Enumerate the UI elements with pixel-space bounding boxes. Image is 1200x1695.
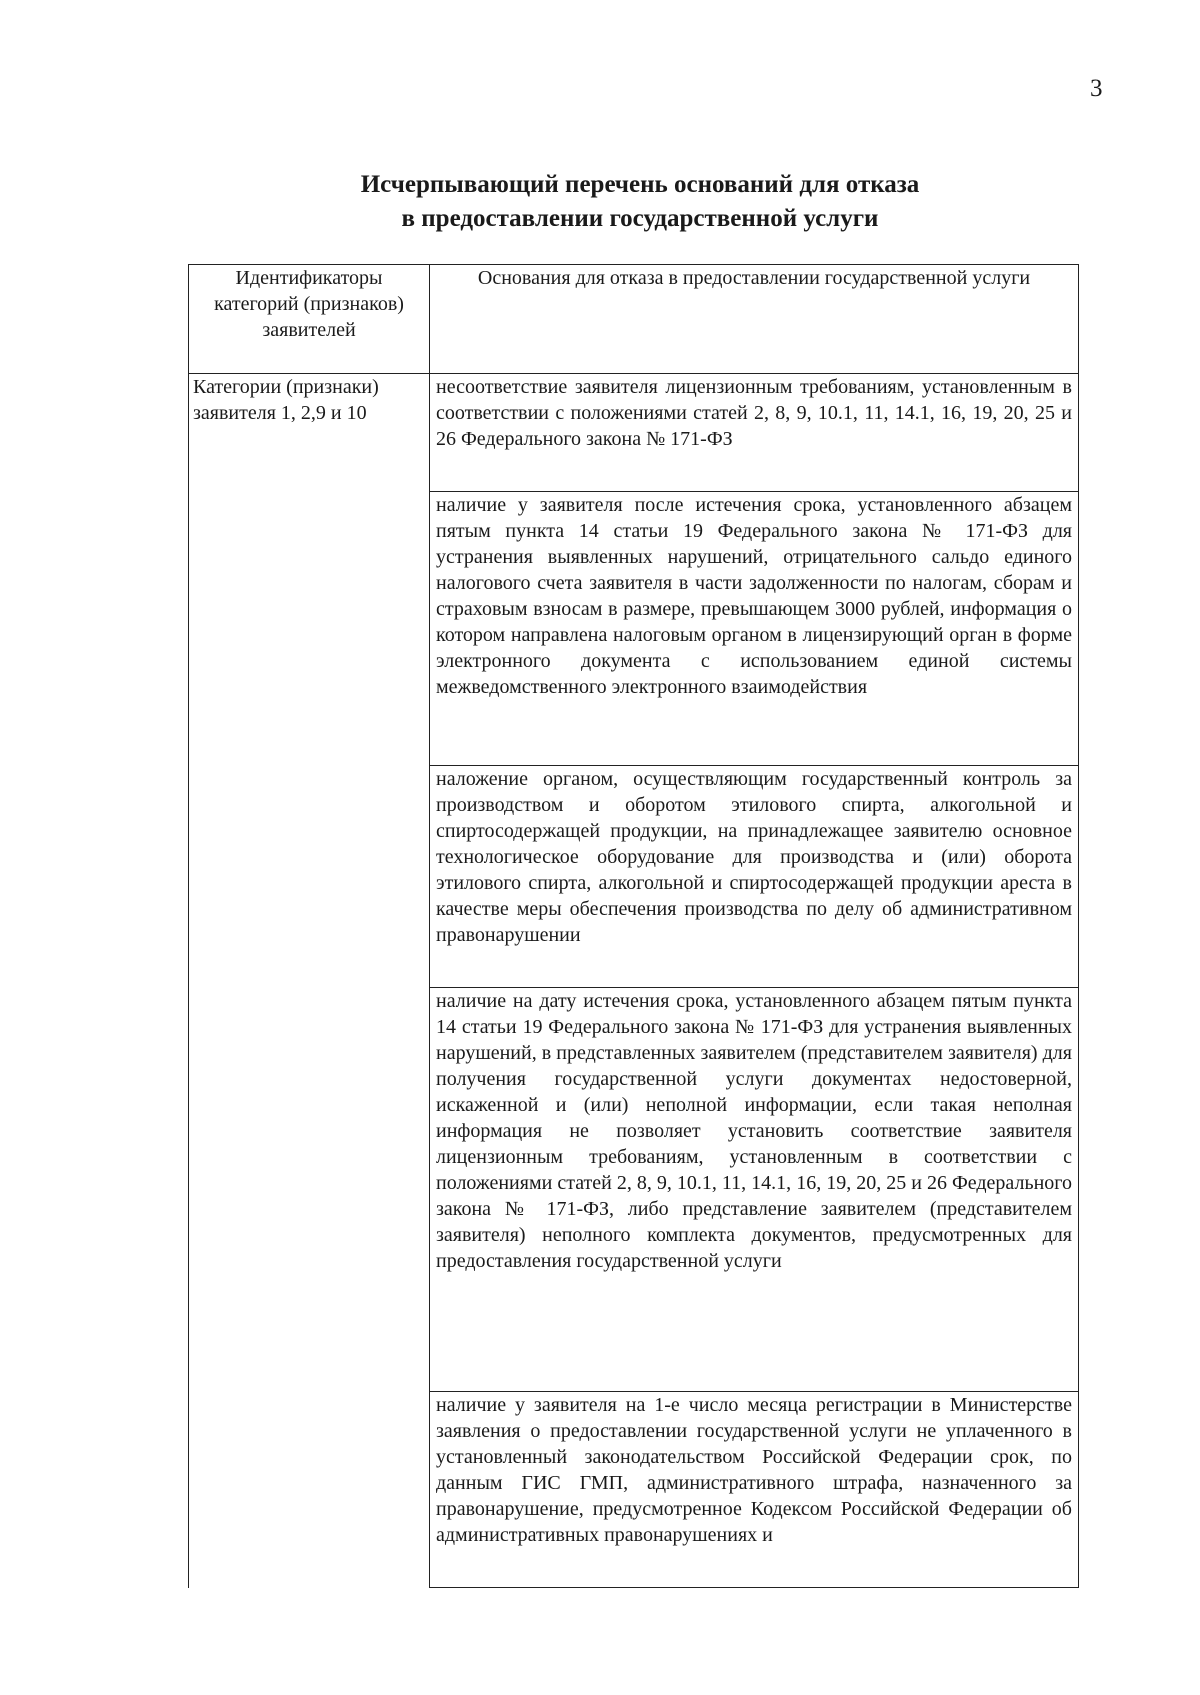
header-applicant-categories: Идентификаторы категорий (признаков) заявителей — [189, 265, 430, 374]
applicant-category-cell: Категории (признаки) заявителя 1, 2,9 и 10 — [189, 374, 430, 1588]
document-title — [0, 168, 1200, 236]
page-number: 3 — [1090, 75, 1103, 102]
refusal-reason-4: наличие на дату истечения срока, установленного абзацем пятым пункта 14 статьи 19 Федерального закона № 171-ФЗ для устранения выявленных нарушений, в представленных заявителем (представителем заявителя) для получения государственной услуги документах недостоверной, искаженной и (или) неполной информации, если такая неполная информация не позволяет установить соответствие заявителя лицензионным требованиям, установленным в соответствии с положениями статей 2, 8, 9, 10.1, 11, 14.1, 16, 19, 20, 25 и 26 Федерального закона № 171-ФЗ, либо представление заявителем (представителем заявителя) неполного комплекта документов, предусмотренных для предоставления государственной услуги — [430, 988, 1079, 1392]
refusal-reason-5: наличие у заявителя на 1-е число месяца регистрации в Министерстве заявления о предоставлении государственной услуги не уплаченного в установленный законодательством Российской Федерации срок, по данным ГИС ГМП, административного штрафа, назначенного за правонарушение, предусмотренное Кодексом Российской Федерации об административных правонарушениях и — [430, 1392, 1079, 1588]
table-row — [189, 374, 1079, 492]
refusal-reason-1: несоответствие заявителя лицензионным требованиям, установленным в соответствии с положениями статей 2, 8, 9, 10.1, 11, 14.1, 16, 19, 20, 25 и 26 Федерального закона № 171-ФЗ — [430, 374, 1079, 492]
header-refusal-grounds: Основания для отказа в предоставлении государственной услуги — [430, 265, 1079, 374]
refusal-reason-2: наличие у заявителя после истечения срока, установленного абзацем пятым пункта 14 статьи 19 Федерального закона № 171-ФЗ для устранения выявленных нарушений, отрицательного сальдо единого налогового счета заявителя в части задолженности по налогам, сборам и страховым взносам в размере, превышающем 3000 рублей, информация о котором направлена налоговым органом в лицензирующий орган в форме электронного документа с использованием единой системы межведомственного электронного взаимодействия — [430, 492, 1079, 766]
refusal-reason-3: наложение органом, осуществляющим государственный контроль за производством и оборотом этилового спирта, алкогольной и спиртосодержащей продукции, на принадлежащее заявителю основное технологическое оборудование для производства и (или) оборота этилового спирта, алкогольной и спиртосодержащей продукции ареста в качестве меры обеспечения производства по делу об административном правонарушении — [430, 766, 1079, 988]
refusal-grounds-table — [188, 264, 1079, 1588]
document-title-line-2: в предоставлении государственной услуги — [401, 205, 879, 232]
table-header-row — [189, 265, 1079, 374]
document-title-line-1: Исчерпывающий перечень оснований для отказа — [360, 171, 920, 198]
